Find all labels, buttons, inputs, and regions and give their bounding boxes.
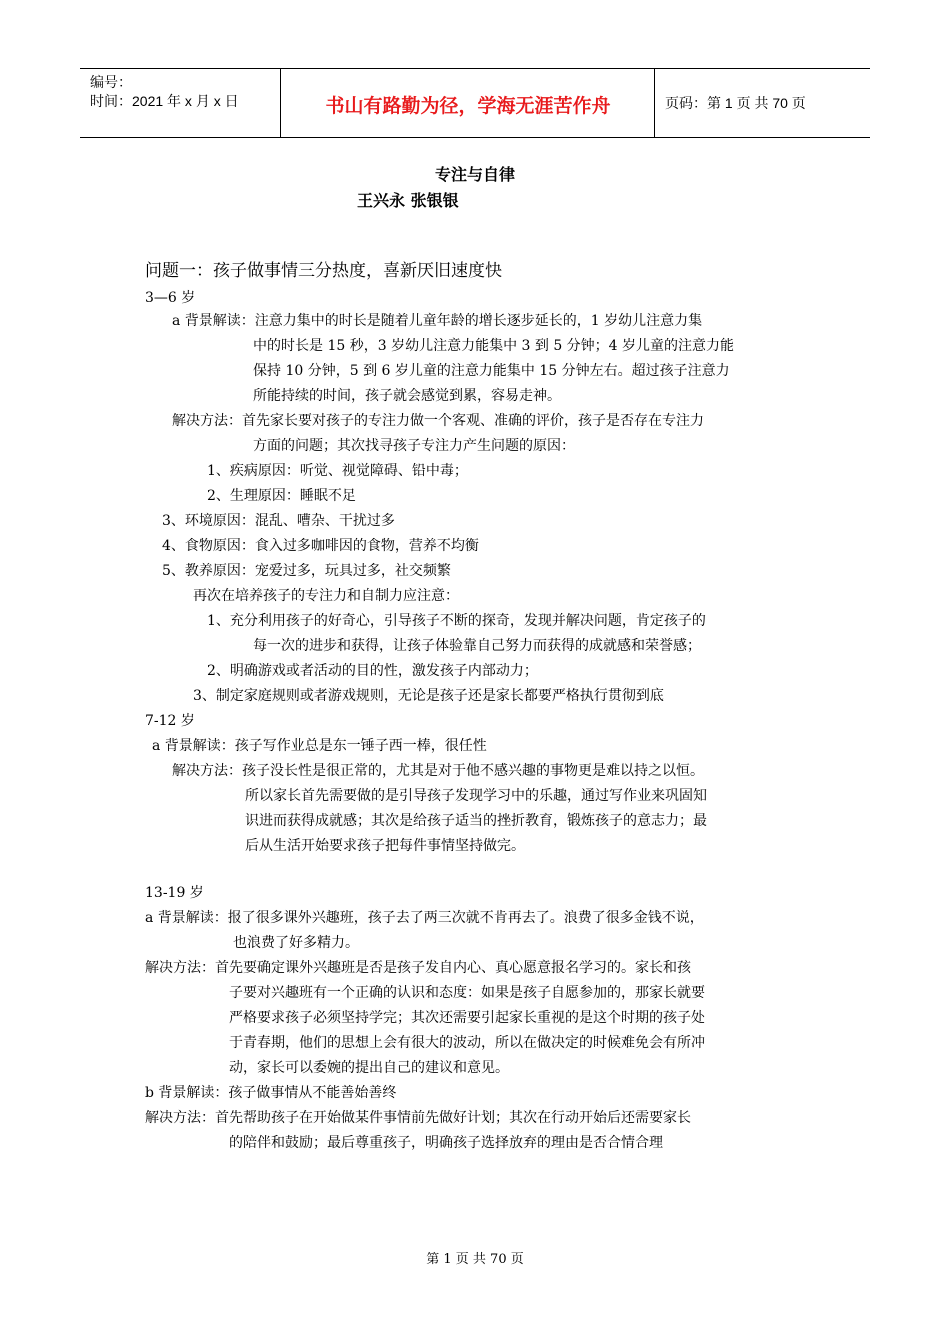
age-heading: 7-12 岁: [145, 713, 195, 729]
cause-item: 4、食物原因：食入过多咖啡因的食物，营养不均衡: [162, 538, 479, 554]
header-divider: [654, 69, 655, 137]
solution-text: 方面的问题；其次找寻孩子专注力产生问题的原因：: [253, 438, 575, 454]
bg-text: 保持 10 分钟，5 到 6 岁儿童的注意力能集中 15 分钟左右。超过孩子注意力: [253, 363, 730, 379]
solution-text: 解决方法：孩子没长性是很正常的，尤其是对于他不感兴趣的事物更是难以持之以恒。: [172, 763, 704, 779]
notes-intro: 再次在培养孩子的专注力和自制力应注意：: [193, 588, 459, 604]
solution-text: 严格要求孩子必须坚持学完；其次还需要引起家长重视的是这个时期的孩子处: [229, 1010, 705, 1026]
age-heading: 3—6 岁: [145, 290, 196, 306]
bg-text: 中的时长是 15 秒，3 岁幼儿注意力能集中 3 到 5 分钟；4 岁儿童的注意力能: [253, 338, 735, 354]
age-heading: 13-19 岁: [145, 885, 204, 901]
doc-date: 时间：2021 年 x 月 x 日: [90, 93, 239, 109]
solution-text: 解决方法：首先家长要对孩子的专注力做一个客观、准确的评价，孩子是否存在专注力: [172, 413, 704, 429]
note-item: 3、制定家庭规则或者游戏规则，无论是孩子还是家长都要严格执行贯彻到底: [193, 688, 664, 704]
doc-number-label: 编号：: [90, 74, 132, 90]
question-heading: 问题一：孩子做事情三分热度，喜新厌旧速度快: [145, 261, 502, 281]
header-page-info: 页码：第 1 页 共 70 页: [665, 95, 806, 111]
header-meta: [90, 73, 239, 111]
bg-text: a 背景解读：注意力集中的时长是随着儿童年龄的增长逐步延长的，1 岁幼儿注意力集: [172, 313, 703, 329]
solution-text: 识进而获得成就感；其次是给孩子适当的挫折教育，锻炼孩子的意志力；最: [245, 813, 707, 829]
cause-item: 3、环境原因：混乱、嘈杂、干扰过多: [162, 513, 395, 529]
bg-text: 所能持续的时间，孩子就会感觉到累，容易走神。: [253, 388, 561, 404]
cause-item: 2、生理原因：睡眠不足: [207, 488, 356, 504]
cause-item: 1、疾病原因：听觉、视觉障碍、铅中毒；: [207, 463, 468, 479]
bg-text: a 背景解读：报了很多课外兴趣班，孩子去了两三次就不肯再去了。浪费了很多金钱不说，: [145, 910, 704, 926]
note-item: 1、充分利用孩子的好奇心，引导孩子不断的探奇，发现并解决问题，肯定孩子的: [207, 613, 706, 629]
page-header: [80, 68, 870, 138]
note-item: 2、明确游戏或者活动的目的性，激发孩子内部动力；: [207, 663, 538, 679]
solution-text: 子要对兴趣班有一个正确的认识和态度：如果是孩子自愿参加的，那家长就要: [229, 985, 705, 1001]
bg-text: 也浪费了好多精力。: [233, 935, 359, 951]
bg-text: a 背景解读：孩子写作业总是东一锤子西一棒，很任性: [152, 738, 487, 754]
solution-text: 解决方法：首先帮助孩子在开始做某件事情前先做好计划；其次在行动开始后还需要家长: [145, 1110, 691, 1126]
header-motto: 书山有路勤为径，学海无涯苦作舟: [325, 95, 611, 117]
solution-text: 动，家长可以委婉的提出自己的建议和意见。: [229, 1060, 509, 1076]
solution-text: 的陪伴和鼓励；最后尊重孩子，明确孩子选择放弃的理由是否合情合理: [229, 1135, 663, 1151]
bg-text: b 背景解读：孩子做事情从不能善始善终: [145, 1085, 397, 1101]
header-divider: [280, 69, 281, 137]
solution-text: 解决方法：首先要确定课外兴趣班是否是孩子发自内心、真心愿意报名学习的。家长和孩: [145, 960, 691, 976]
note-item: 每一次的进步和获得，让孩子体验靠自己努力而获得的成就感和荣誉感；: [253, 638, 701, 654]
solution-text: 所以家长首先需要做的是引导孩子发现学习中的乐趣，通过写作业来巩固知: [245, 788, 707, 804]
solution-text: 于青春期，他们的思想上会有很大的波动，所以在做决定的时候难免会有所冲: [229, 1035, 705, 1051]
page-footer: 第 1 页 共 70 页: [426, 1252, 524, 1267]
doc-authors: 王兴永 张银银: [357, 191, 459, 210]
doc-title: 专注与自律: [434, 165, 515, 184]
cause-item: 5、教养原因：宠爱过多，玩具过多，社交频繁: [162, 563, 451, 579]
solution-text: 后从生活开始要求孩子把每件事情坚持做完。: [245, 838, 525, 854]
